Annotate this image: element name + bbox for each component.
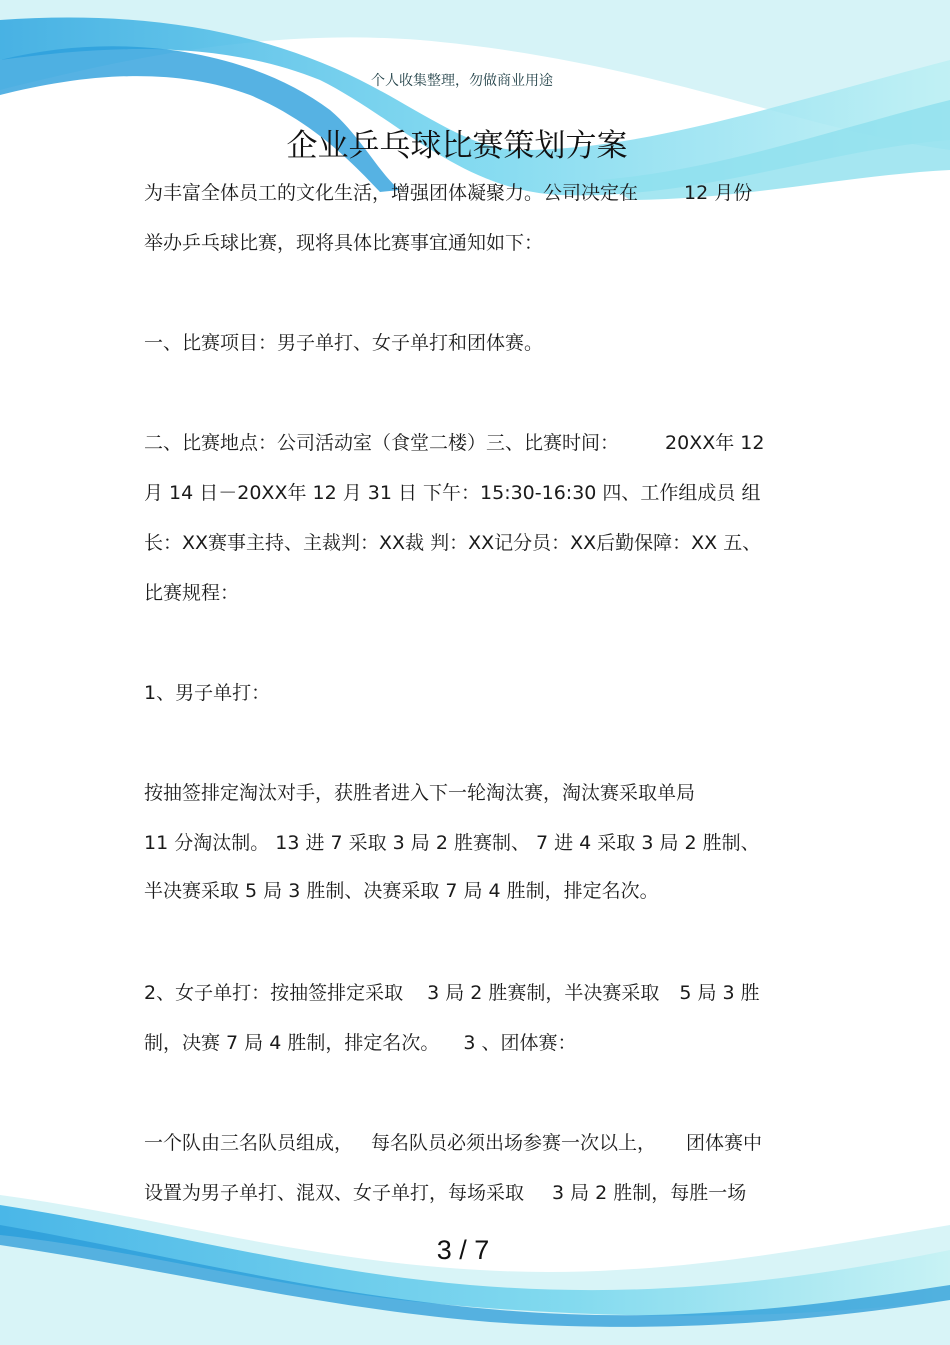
header-note: 个人收集整理，勿做商业用途 xyxy=(371,73,553,89)
section-2-text-a: 二、比赛地点：公司活动室（食堂二楼）三、比赛时间： xyxy=(144,432,620,454)
section-1-line: 一、比赛项目：男子单打、女子单打和团体赛。 xyxy=(144,332,544,354)
section-2-text-b: 20XX年 12 xyxy=(665,432,765,454)
rule-2-text-d: 制，决赛 7 局 4 胜制，排定名次。 xyxy=(144,1032,440,1054)
rule-2-line-2 xyxy=(144,1030,576,1056)
section-2-line-3: 长：XX赛事主持、主裁判：XX裁 判：XX记分员：XX后勤保障：XX 五、 xyxy=(144,532,762,554)
rule-2-line-1 xyxy=(144,980,760,1006)
rule-3-text-b: 每名队员必须出场参赛一次以上， xyxy=(371,1132,657,1154)
rule-2-text-a: 2、女子单打：按抽签排定采取 xyxy=(144,982,404,1004)
document-title: 企业乒乓球比赛策划方案 xyxy=(286,128,628,164)
rule-1-heading: 1、男子单打： xyxy=(144,682,271,704)
rule-3-text-d: 设置为男子单打、混双、女子单打，每场采取 xyxy=(144,1182,525,1204)
rule-3-text-c: 团体赛中 xyxy=(686,1132,763,1154)
intro-text-a: 为丰富全体员工的文化生活，增强团体凝聚力。公司决定在 xyxy=(144,182,639,204)
section-2-line-1 xyxy=(144,430,764,456)
rule-3-heading: 3 、团体赛： xyxy=(463,1032,577,1054)
rule-1-line-2: 11 分淘汰制。 13 进 7 采取 3 局 2 胜赛制、 7 进 4 采取 3 局 2 胜制、 xyxy=(144,832,760,854)
rule-3-text-a: 一个队由三名队员组成， xyxy=(144,1132,354,1154)
rule-3-line-2 xyxy=(144,1180,746,1206)
page-number: 3 / 7 xyxy=(436,1235,490,1265)
intro-line-2: 举办乒乓球比赛，现将具体比赛事宜通知如下： xyxy=(144,232,544,254)
intro-text-b: 12 月份 xyxy=(684,182,753,204)
section-2-line-4: 比赛规程： xyxy=(144,582,240,604)
section-2-line-2: 月 14 日－20XX年 12 月 31 日 下午：15:30-16:30 四、工作组成员 组 xyxy=(144,482,761,504)
rule-2-text-c: 5 局 3 胜 xyxy=(679,982,760,1004)
rule-1-line-3: 半决赛采取 5 局 3 胜制、决赛采取 7 局 4 胜制，排定名次。 xyxy=(144,880,659,902)
rule-3-text-e: 3 局 2 胜制，每胜一场 xyxy=(552,1182,747,1204)
rule-2-text-b: 3 局 2 胜赛制，半决赛采取 xyxy=(427,982,660,1004)
intro-line-1 xyxy=(144,180,752,206)
rule-1-line-1: 按抽签排定淘汰对手，获胜者进入下一轮淘汰赛，淘汰赛采取单局 xyxy=(144,782,696,804)
rule-3-line-1 xyxy=(144,1130,762,1156)
